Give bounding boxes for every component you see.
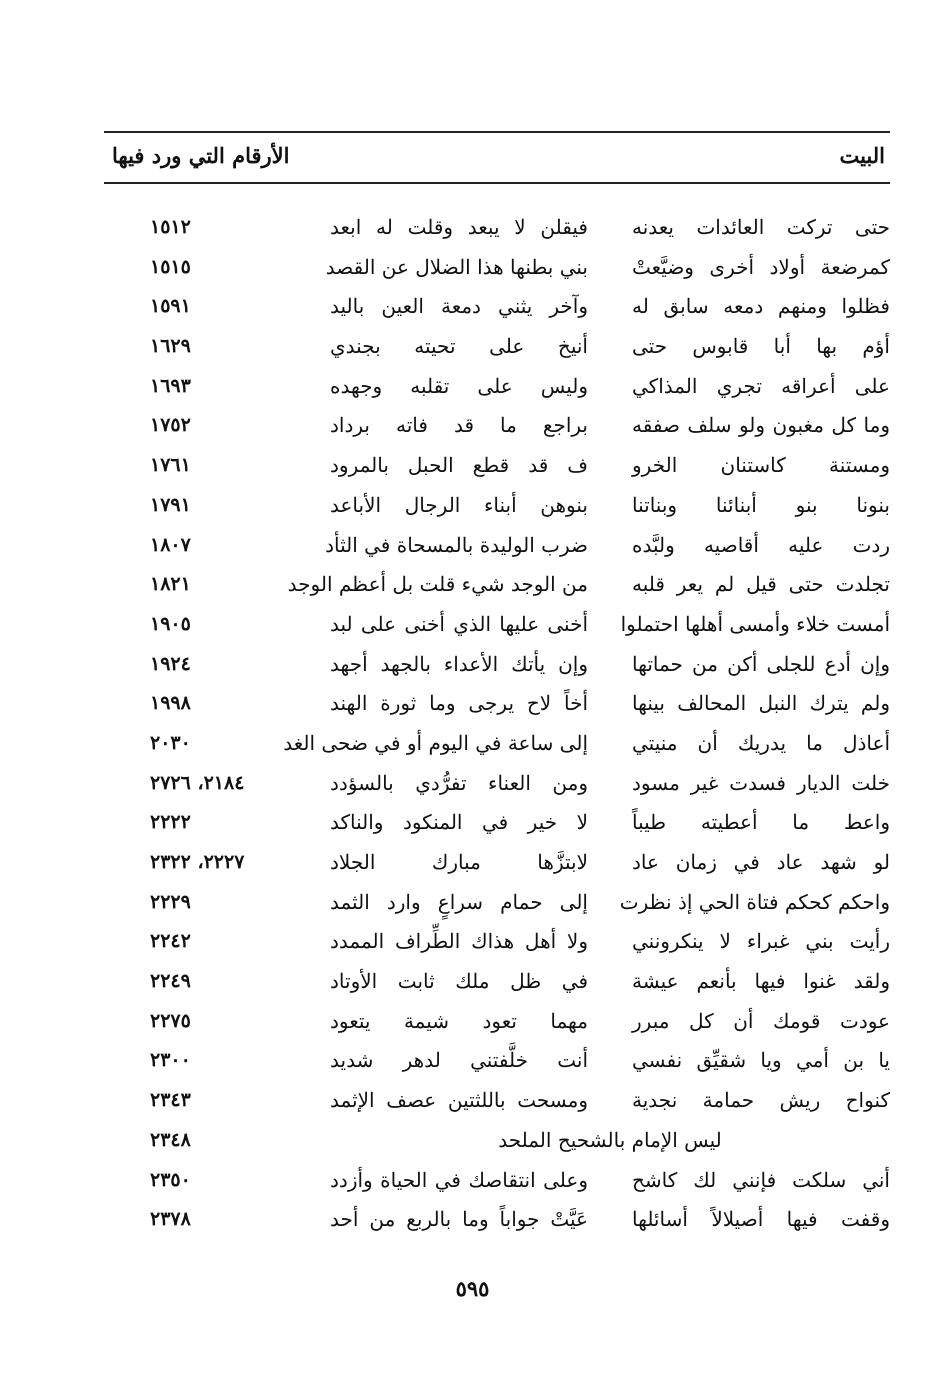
verse-first-hemistich: أؤم بها أبا قابوس حتى <box>632 334 890 359</box>
verse-first-hemistich: أمست خلاء وأمسى أهلها احتملوا <box>620 611 890 636</box>
verse-second-hemistich: ف قد قطع الحبل بالمرود <box>330 453 588 478</box>
verse-row <box>0 1125 945 1165</box>
verse-first-hemistich: واعط ما أعطيته طيباً <box>632 810 890 835</box>
verse-reference-numbers: ٢٢٢٧، ٢٣٢٢ <box>150 851 245 873</box>
verse-reference-numbers: ٢٢٢٩ <box>150 890 191 913</box>
verse-second-hemistich: وعلى انتقاصك في الحياة وأزدد <box>330 1167 588 1192</box>
verse-second-hemistich: أنت خلَّفتني لدهر شديد <box>330 1048 588 1073</box>
verse-reference-numbers: ٢٢٧٥ <box>150 1009 191 1032</box>
verse-row <box>0 649 945 689</box>
verse-second-hemistich: من الوجد شيء قلت بل أعظم الوجد <box>287 572 588 597</box>
verse-first-hemistich: كمرضعة أولاد أخرى وضيَّعتْ <box>632 254 890 279</box>
verse-first-hemistich: تجلدت حتى قيل لم يعر قلبه <box>632 572 890 597</box>
verse-row <box>0 887 945 927</box>
verse-second-hemistich: إلى ساعة في اليوم أو في ضحى الغد <box>283 730 588 755</box>
verse-row <box>0 371 945 411</box>
verse-row <box>0 768 945 808</box>
verse-row <box>0 291 945 331</box>
verse-reference-numbers: ١٦٢٩ <box>150 335 191 358</box>
verse-second-hemistich: مهما تعود شيمة يتعود <box>330 1008 588 1033</box>
verse-row <box>0 1204 945 1244</box>
verse-row <box>0 490 945 530</box>
verse-second-hemistich: وليس على تقلبه وجهده <box>330 373 588 398</box>
verse-first-hemistich: بنونا بنو أبنائنا وبناتنا <box>632 492 890 517</box>
verse-reference-numbers: ١٩٢٤ <box>150 652 191 675</box>
verse-reference-numbers: ٢٠٣٠ <box>150 731 191 754</box>
verse-first-hemistich: خلت الديار فسدت غير مسود <box>632 770 890 795</box>
verse-reference-numbers: ٢٣٤٣ <box>150 1089 191 1112</box>
verse-reference-numbers: ١٧٩١ <box>150 493 191 516</box>
verse-second-hemistich: أخنى عليها الذي أخنى على لبد <box>330 611 588 636</box>
verse-reference-numbers: ١٧٦١ <box>150 454 191 477</box>
verse-first-hemistich: وإن أدع للجلى أكن من حماتها <box>632 651 890 676</box>
verse-row <box>0 331 945 371</box>
verse-first-hemistich: فظلوا ومنهم دمعه سابق له <box>632 294 890 319</box>
verse-second-hemistich: أنيخ على تحيته بجندي <box>330 334 588 359</box>
verse-first-hemistich: يا بن أمي ويا شقيِّق نفسي <box>632 1048 890 1073</box>
verse-first-hemistich: كنواح ريش حمامة نجدية <box>632 1088 890 1113</box>
verse-row <box>0 688 945 728</box>
verse-first-hemistich: واحكم كحكم فتاة الحي إذ نظرت <box>619 889 890 914</box>
verse-reference-numbers: ٢٣٥٠ <box>150 1168 191 1191</box>
verse-second-hemistich: أخاً لاح يرجى وما ثورة الهند <box>330 691 588 716</box>
verse-reference-numbers: ١٨٠٧ <box>150 533 191 556</box>
verse-reference-numbers: ٢١٨٤، ٢٧٢٦ <box>150 771 245 794</box>
verse-second-hemistich: فيقلن لا يبعد وقلت له ابعد <box>330 215 588 239</box>
page-number: ٥٩٥ <box>455 1276 490 1301</box>
numbers-column-header: الأرقام التي ورد فيها <box>112 143 290 168</box>
verse-second-hemistich: براجع ما قد فاته برداد <box>330 413 588 438</box>
header-top-rule <box>104 131 890 133</box>
verse-first-hemistich: على أعراقه تجري المذاكي <box>632 373 890 398</box>
verse-second-hemistich: لا خير في المنكود والناكد <box>330 810 588 835</box>
verse-reference-numbers: ١٩٩٨ <box>150 692 191 715</box>
verse-reference-numbers: ٢٢٤٩ <box>150 970 191 993</box>
verse-row <box>0 1045 945 1085</box>
verse-row <box>0 1165 945 1205</box>
verse-second-hemistich: ولا أهل هذاك الطِّراف الممدد <box>330 929 588 954</box>
verse-first-hemistich: أعاذل ما يدريك أن منيتي <box>632 730 890 755</box>
verse-full-line: ليس الإمام بالشحيح الملحد <box>498 1127 722 1152</box>
verse-second-hemistich: ومن العناء تفرُّدي بالسؤدد <box>330 770 588 795</box>
verse-second-hemistich: لابتزَّها مبارك الجلاد <box>330 850 588 874</box>
verse-reference-numbers: ١٧٥٢ <box>150 414 191 437</box>
verse-row <box>0 1006 945 1046</box>
verse-first-hemistich: لو شهد عاد في زمان عاد <box>632 850 890 874</box>
header-bottom-rule <box>104 182 890 184</box>
verse-second-hemistich: وآخر يثني دمعة العين باليد <box>330 294 588 319</box>
verse-second-hemistich: عَيَّتْ جواباً وما بالربع من أحد <box>330 1207 588 1232</box>
verse-first-hemistich: وقفت فيها أصيلالاً أسائلها <box>632 1207 890 1232</box>
verse-row <box>0 410 945 450</box>
verse-column-header: البيت <box>839 143 885 168</box>
verse-row <box>0 252 945 292</box>
verse-reference-numbers: ١٥٩١ <box>150 295 191 318</box>
verse-row <box>0 1085 945 1125</box>
verse-first-hemistich: ومستنة كاستنان الخرو <box>632 453 890 478</box>
verse-second-hemistich: وإن يأتك الأعداء بالجهد أجهد <box>330 651 588 676</box>
verse-first-hemistich: وما كل مغبون ولو سلف صفقه <box>632 413 890 438</box>
verse-first-hemistich: أني سلكت فإنني لك كاشح <box>632 1167 890 1192</box>
verse-row <box>0 926 945 966</box>
verse-reference-numbers: ٢٣٧٨ <box>150 1208 191 1231</box>
verse-reference-numbers: ١٦٩٣ <box>150 374 191 397</box>
verse-list <box>0 212 945 1244</box>
verse-first-hemistich: ولقد غنوا فيها بأنعم عيشة <box>632 969 890 994</box>
verse-reference-numbers: ٢٢٢٢ <box>150 811 191 834</box>
verse-row <box>0 530 945 570</box>
verse-second-hemistich: في ظل ملك ثابت الأوتاد <box>330 969 588 994</box>
verse-second-hemistich: ضرب الوليدة بالمسحاة في الثأد <box>325 532 588 557</box>
verse-reference-numbers: ٢٢٤٢ <box>150 930 191 953</box>
verse-first-hemistich: حتى تركت العائدات يعدنه <box>632 215 890 239</box>
verse-row <box>0 847 945 887</box>
verse-second-hemistich: بني بطنها هذا الضلال عن القصد <box>325 254 588 279</box>
verse-second-hemistich: بنوهن أبناء الرجال الأباعد <box>330 492 588 517</box>
verse-reference-numbers: ١٩٠٥ <box>150 612 191 635</box>
verse-first-hemistich: ولم يترك النبل المحالف بينها <box>632 691 890 716</box>
verse-row <box>0 569 945 609</box>
verse-first-hemistich: ردت عليه أقاصيه ولبَّده <box>632 532 890 557</box>
verse-first-hemistich: عودت قومك أن كل مبرر <box>632 1008 890 1033</box>
verse-second-hemistich: ومسحت باللثتين عصف الإثمد <box>330 1088 588 1113</box>
verse-row <box>0 966 945 1006</box>
verse-reference-numbers: ٢٣٤٨ <box>150 1128 191 1151</box>
verse-reference-numbers: ٢٣٠٠ <box>150 1049 191 1072</box>
verse-row <box>0 807 945 847</box>
verse-reference-numbers: ١٥١٢ <box>150 216 191 238</box>
verse-row <box>0 728 945 768</box>
verse-second-hemistich: إلى حمام سراعٍ وارد الثمد <box>330 889 588 914</box>
verse-row <box>0 450 945 490</box>
verse-row <box>0 212 945 252</box>
verse-reference-numbers: ١٨٢١ <box>150 573 191 596</box>
verse-reference-numbers: ١٥١٥ <box>150 255 191 278</box>
verse-row <box>0 609 945 649</box>
verse-first-hemistich: رأيت بني غبراء لا ينكرونني <box>632 929 890 954</box>
